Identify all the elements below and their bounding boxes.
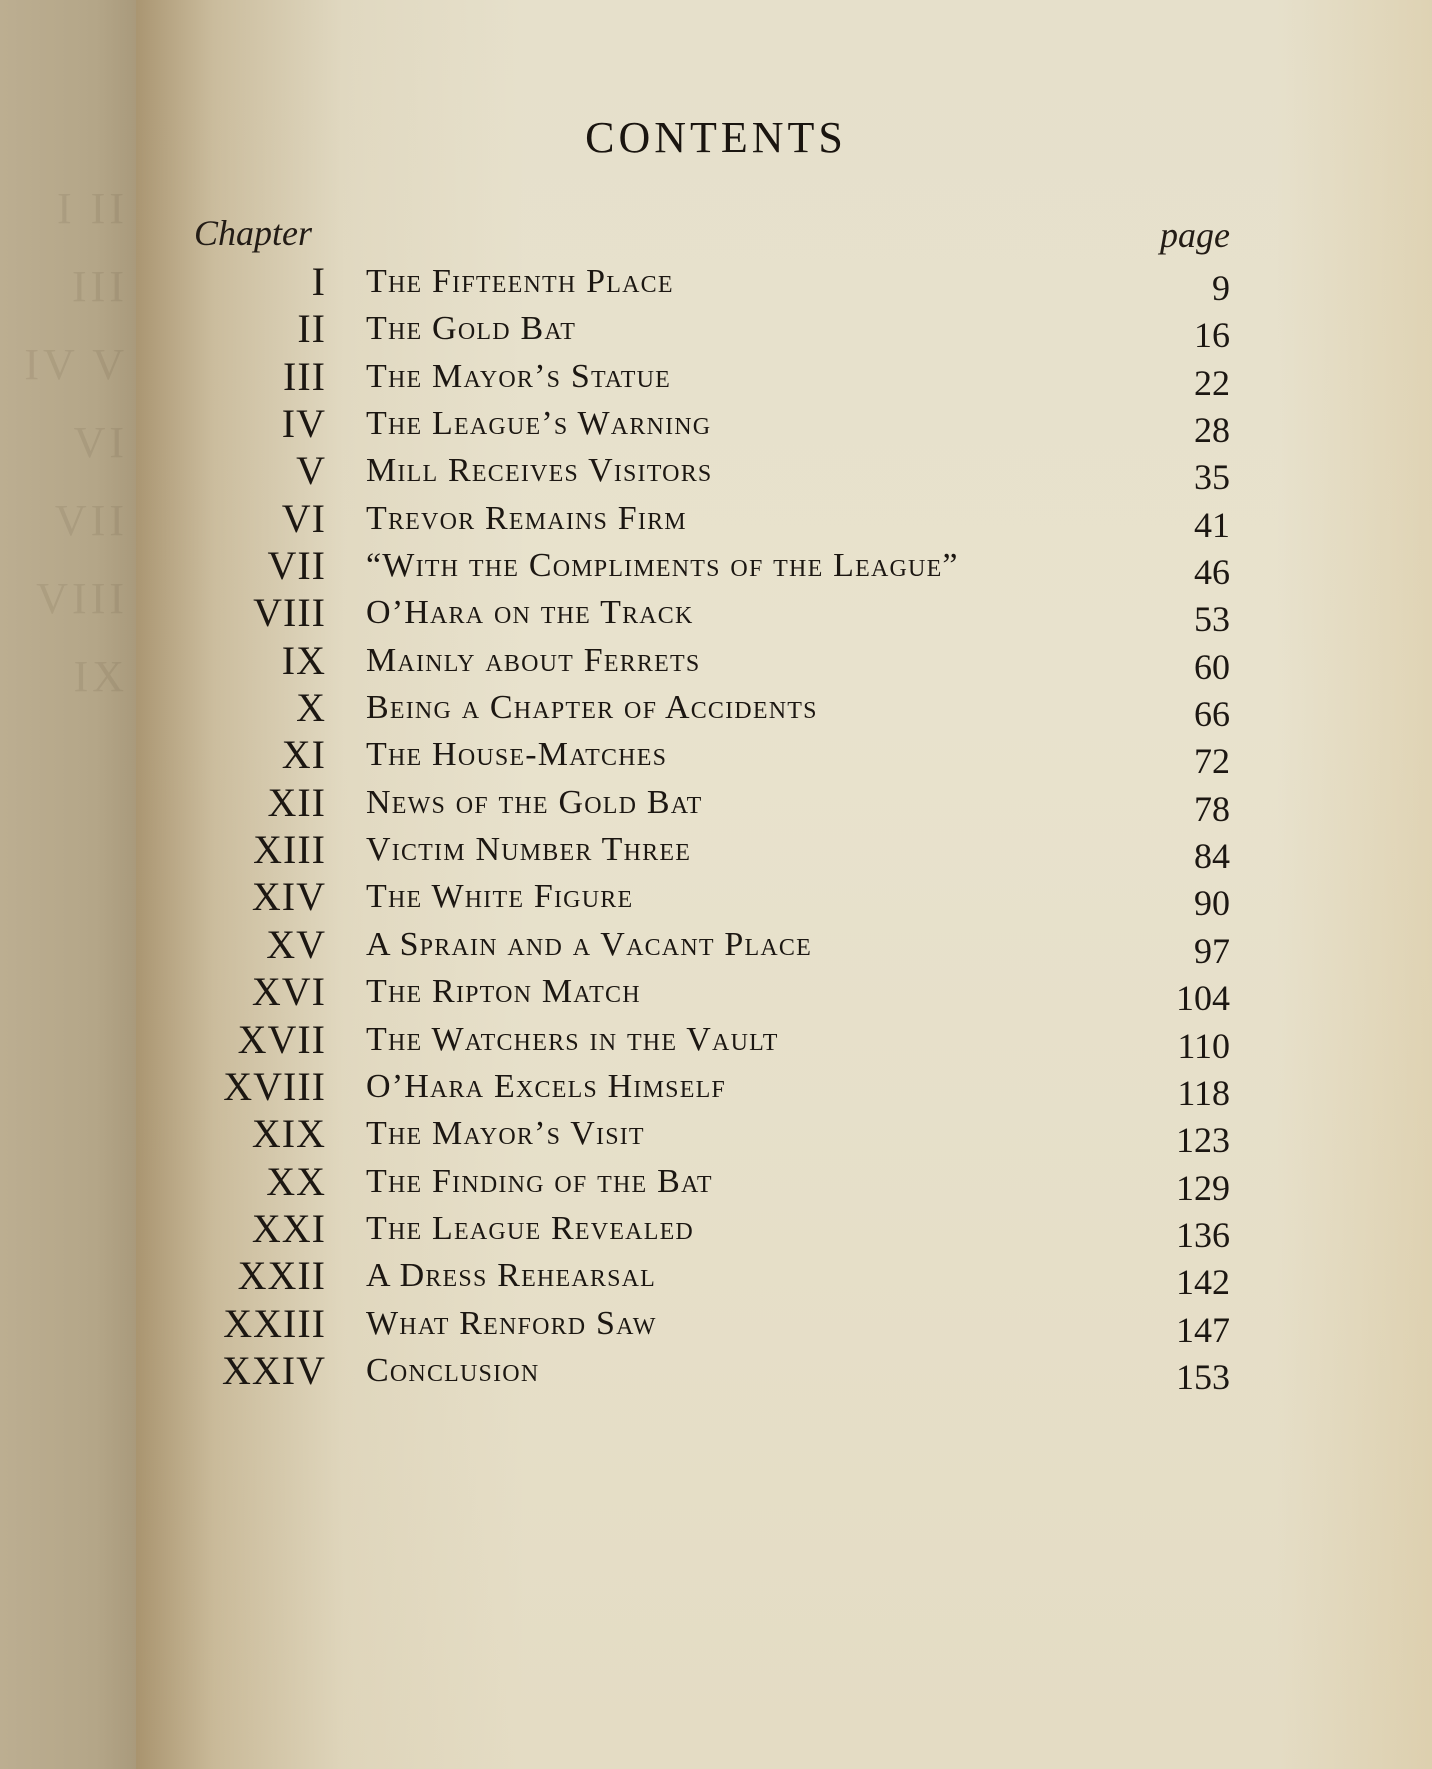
chapter-title: Victim Number Three <box>366 831 692 869</box>
facing-page-show-through-text: I II III IV V VI VII VIII IX <box>24 184 128 701</box>
chapter-page-number: 142 <box>1176 1262 1230 1303</box>
chapter-numeral: III <box>283 353 326 399</box>
toc-entry <box>136 684 1236 735</box>
chapter-numeral: I <box>311 259 326 304</box>
chapter-page-number: 46 <box>1194 552 1230 593</box>
chapter-page-number: 60 <box>1194 646 1230 687</box>
chapter-column-header: Chapter <box>194 213 313 253</box>
chapter-page-number: 41 <box>1194 504 1230 545</box>
toc-entry <box>136 447 1236 498</box>
chapter-title: “With the Compliments of the League” <box>366 547 959 585</box>
toc-entry <box>136 1158 1236 1208</box>
chapter-numeral: XX <box>266 1158 326 1204</box>
toc-entry <box>136 1016 1236 1066</box>
chapter-numeral: XV <box>266 921 326 967</box>
chapter-title: What Renford Saw <box>366 1304 657 1342</box>
facing-page-edge <box>0 0 136 1769</box>
chapter-title: The House-Matches <box>366 736 668 774</box>
chapter-numeral: VIII <box>253 590 326 636</box>
toc-entry <box>136 731 1236 782</box>
chapter-numeral: XVIII <box>223 1063 326 1109</box>
table-of-contents <box>136 258 1236 1397</box>
chapter-numeral: IV <box>281 401 326 447</box>
chapter-page-number: 72 <box>1194 741 1230 782</box>
toc-entry <box>136 1205 1236 1255</box>
toc-entry <box>136 1252 1236 1303</box>
chapter-numeral: XII <box>267 779 326 825</box>
toc-entry <box>136 826 1236 877</box>
chapter-page-number: 53 <box>1194 599 1230 640</box>
chapter-page-number: 153 <box>1176 1356 1230 1397</box>
toc-entry <box>136 1110 1236 1161</box>
toc-entry <box>136 305 1236 356</box>
chapter-numeral: XXIII <box>223 1300 326 1346</box>
chapter-numeral: XVI <box>251 969 326 1015</box>
chapter-page-number: 136 <box>1176 1214 1230 1255</box>
chapter-title: Mill Receives Visitors <box>366 452 713 490</box>
chapter-numeral: XVII <box>237 1016 326 1062</box>
chapter-numeral: XXIV <box>222 1347 326 1393</box>
chapter-page-number: 84 <box>1194 836 1230 877</box>
chapter-page-number: 16 <box>1194 315 1230 356</box>
chapter-title: Trevor Remains Firm <box>366 499 687 537</box>
chapter-title: Conclusion <box>366 1351 540 1389</box>
toc-entry <box>136 400 1236 451</box>
toc-entry <box>136 495 1236 545</box>
chapter-numeral: XI <box>281 732 326 778</box>
chapter-page-number: 90 <box>1194 883 1230 924</box>
toc-entry <box>136 353 1236 403</box>
chapter-page-number: 123 <box>1176 1120 1230 1161</box>
chapter-title: A Sprain and a Vacant Place <box>366 925 812 963</box>
chapter-page-number: 9 <box>1212 268 1230 308</box>
toc-entry <box>136 258 1236 308</box>
chapter-numeral: VI <box>281 495 326 541</box>
chapter-page-number: 28 <box>1194 410 1230 451</box>
chapter-numeral: XIII <box>253 827 326 873</box>
chapter-numeral: X <box>296 685 326 731</box>
chapter-title: The White Figure <box>366 878 634 916</box>
chapter-title: O’Hara on the Track <box>366 594 694 632</box>
toc-entry <box>136 542 1236 593</box>
chapter-title: O’Hara Excels Himself <box>366 1067 726 1105</box>
chapter-page-number: 22 <box>1194 362 1230 403</box>
chapter-page-number: 35 <box>1194 457 1230 498</box>
chapter-page-number: 147 <box>1176 1309 1230 1350</box>
chapter-numeral: XIV <box>251 874 326 920</box>
chapter-title: The Mayor’s Visit <box>366 1115 645 1153</box>
chapter-numeral: VII <box>267 543 326 589</box>
chapter-title: The Watchers in the Vault <box>366 1020 779 1058</box>
chapter-page-number: 104 <box>1176 978 1230 1019</box>
toc-entry <box>136 589 1236 640</box>
chapter-title: A Dress Rehearsal <box>366 1257 657 1295</box>
chapter-title: The Fifteenth Place <box>366 263 674 300</box>
toc-entry <box>136 1063 1236 1113</box>
chapter-title: Mainly about Ferrets <box>366 641 701 679</box>
chapter-title: News of the Gold Bat <box>366 783 703 821</box>
chapter-title: The Mayor’s Statue <box>366 357 672 395</box>
chapter-title: The Gold Bat <box>366 310 577 348</box>
chapter-title: The Ripton Match <box>366 973 641 1011</box>
chapter-numeral: V <box>296 448 326 494</box>
chapter-numeral: II <box>297 306 326 352</box>
chapter-page-number: 78 <box>1194 788 1230 829</box>
page-column-header: page <box>1160 215 1230 255</box>
chapter-title: The Finding of the Bat <box>366 1162 713 1200</box>
chapter-numeral: XXII <box>237 1253 326 1299</box>
chapter-numeral: IX <box>281 637 326 683</box>
chapter-numeral: XXI <box>251 1205 326 1251</box>
chapter-numeral: XIX <box>251 1111 326 1157</box>
chapter-title: The League’s Warning <box>366 405 712 443</box>
page-title: CONTENTS <box>585 113 847 162</box>
chapter-page-number: 110 <box>1177 1025 1230 1066</box>
toc-entry <box>136 1300 1236 1350</box>
toc-entry <box>136 921 1236 971</box>
chapter-page-number: 118 <box>1177 1072 1230 1113</box>
chapter-title: Being a Chapter of Accidents <box>366 689 818 727</box>
chapter-page-number: 129 <box>1176 1167 1230 1208</box>
toc-entry <box>136 779 1236 829</box>
toc-entry <box>136 873 1236 924</box>
chapter-page-number: 97 <box>1194 930 1230 971</box>
toc-entry <box>136 1347 1236 1397</box>
toc-entry <box>136 968 1236 1019</box>
chapter-title: The League Revealed <box>366 1209 694 1247</box>
chapter-page-number: 66 <box>1194 694 1230 735</box>
contents-page <box>136 0 1432 1769</box>
toc-entry <box>136 637 1236 687</box>
